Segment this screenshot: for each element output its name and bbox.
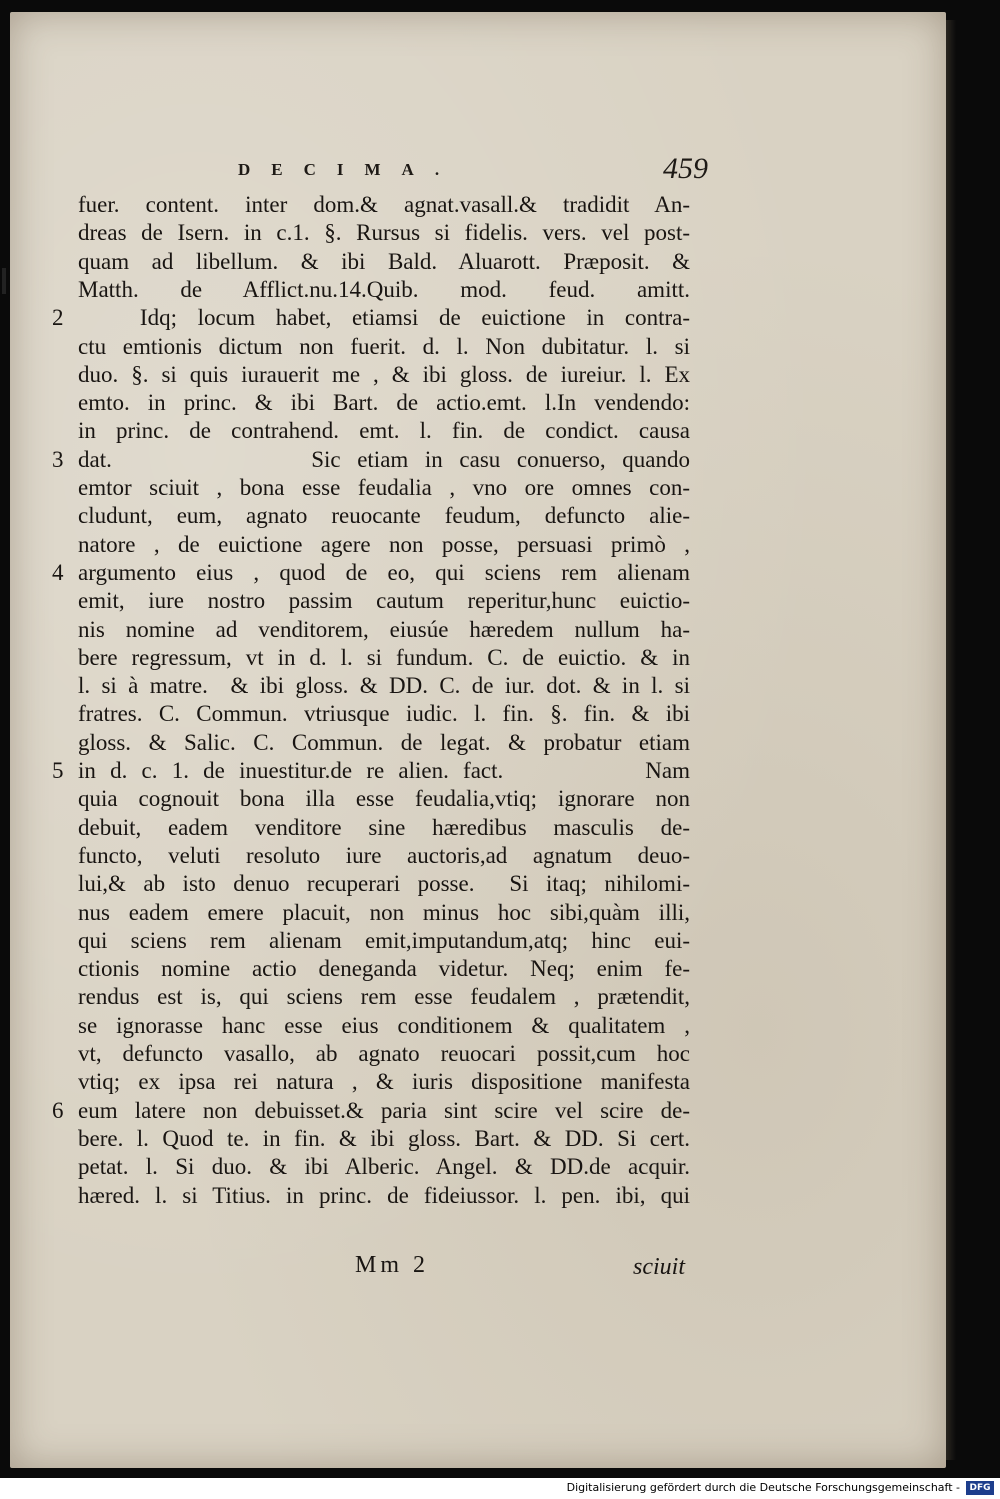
text-line — [78, 699, 690, 729]
footer-bar — [0, 1478, 1000, 1499]
text-line-content: debuit, eadem venditore sine hæredibus masculis de- — [78, 814, 690, 840]
text-line — [52, 558, 690, 588]
text-line-content: cludunt, eum, agnato reuocante feudum, defuncto alie- — [78, 503, 690, 529]
text-line-content: Idq; locum habet, etiamsi de euictione in contra- — [78, 305, 690, 331]
text-line — [78, 586, 690, 616]
text-line — [78, 1011, 690, 1041]
text-line — [78, 416, 690, 446]
text-line-content: vtiq; ex ipsa rei natura , & iuris dispositione manifesta — [78, 1069, 690, 1095]
text-line-content: fratres. C. Commun. vtriusque iudic. l. fin. §. fin. & ibi — [78, 701, 690, 727]
text-line-content: gloss. & Salic. C. Commun. de legat. & probatur etiam — [78, 729, 690, 755]
text-line — [52, 1096, 690, 1126]
catchword: sciuit — [633, 1254, 685, 1280]
text-line-content: dat. Sic etiam in casu conuerso, quando — [78, 446, 690, 472]
text-line-content: duo. §. si quis iurauerit me , & ibi gloss. de iureiur. l. Ex — [78, 361, 690, 387]
margin-note-number: 6 — [52, 1097, 64, 1123]
binding-mark — [2, 268, 6, 294]
text-line-content: functo, veluti resoluto iure auctoris,ad agnatum deuo- — [78, 842, 690, 868]
text-line-content: emit, iure nostro passim cautum reperitur,hunc euictio- — [78, 588, 690, 614]
text-line — [78, 728, 690, 758]
text-line-content: argumento eius , quod de eo, qui sciens rem alienam — [78, 559, 690, 585]
header-title: DECIMA. — [238, 160, 461, 179]
text-line-content: bere. l. Quod te. in fin. & ibi gloss. Bart. & DD. Si cert. — [78, 1125, 690, 1151]
footer-credit: Digitalisierung gefördert durch die Deutsche Forschungsgemeinschaft - — [566, 1481, 960, 1494]
text-line — [78, 1152, 690, 1182]
text-line-content: nis nomine ad venditorem, eiusúe hæredem nullum ha- — [78, 616, 690, 642]
text-line-content: rendus est is, qui sciens rem esse feudalem , prætendit, — [78, 984, 690, 1010]
text-line — [78, 190, 690, 220]
text-line — [78, 247, 690, 277]
text-line — [78, 275, 690, 305]
text-line-content: vt, defuncto vasallo, ab agnato reuocari possit,cum hoc — [78, 1041, 690, 1066]
text-line — [78, 501, 690, 531]
text-line — [78, 671, 690, 701]
text-line — [78, 898, 690, 928]
text-line-content: emto. in princ. & ibi Bart. de actio.emt. l.In vendendo: — [78, 390, 690, 416]
text-line-content: l. si à matre. & ibi gloss. & DD. C. de iur. dot. & in l. si — [78, 673, 690, 699]
text-line-content: lui,& ab isto denuo recuperari posse. Si itaq; nihilomi- — [78, 871, 690, 897]
text-line-content: bere regressum, vt in d. l. si fundum. C. de euictio. & in — [78, 644, 690, 670]
text-line-content: hæred. l. si Titius. in princ. de fideiussor. l. pen. ibi, qui — [78, 1182, 690, 1208]
text-line — [78, 615, 690, 645]
text-line — [78, 388, 690, 418]
text-line-content: nus eadem emere placuit, non minus hoc sibi,quàm illi, — [78, 899, 690, 925]
text-line — [78, 784, 690, 814]
page-number: 459 — [663, 152, 708, 185]
text-line — [78, 360, 690, 390]
text-line — [52, 756, 690, 786]
text-line — [78, 841, 690, 871]
text-line — [78, 869, 690, 899]
text-line — [52, 445, 690, 475]
margin-note-number: 3 — [52, 446, 64, 472]
text-line-content: in d. c. 1. de inuestitur.de re alien. fact. Nam — [78, 758, 690, 783]
signature-mark: Mm 2 — [355, 1252, 430, 1278]
text-line — [78, 1067, 690, 1097]
text-line-content: petat. l. Si duo. & ibi Alberic. Angel. & DD.de acquir. — [78, 1154, 690, 1180]
text-line-content: ctionis nomine actio deneganda videtur. Neq; enim fe- — [78, 956, 690, 982]
text-line — [78, 332, 690, 362]
text-line-content: se ignorasse hanc esse eius conditionem & qualitatem , — [78, 1012, 690, 1038]
text-line — [78, 218, 690, 248]
text-line — [78, 643, 690, 673]
text-line-content: Matth. de Afflict.nu.14.Quib. mod. feud. amitt. — [78, 276, 690, 302]
text-line — [78, 1039, 690, 1069]
book-page — [10, 12, 946, 1468]
text-line-content: in princ. de contrahend. emt. l. fin. de condict. causa — [78, 418, 690, 444]
signature-line — [355, 1252, 685, 1286]
dfg-logo-icon: DFG — [966, 1481, 994, 1495]
text-line-content: ctu emtionis dictum non fuerit. d. l. Non dubitatur. l. si — [78, 333, 690, 359]
text-line-content: quam ad libellum. & ibi Bald. Aluarott. Præposit. & — [78, 248, 690, 274]
text-line-content: dreas de Isern. in c.1. §. Rursus si fidelis. vers. vel post- — [78, 220, 690, 246]
margin-note-number: 2 — [52, 305, 64, 331]
text-line — [78, 473, 690, 503]
page-edge-shadow — [946, 20, 956, 1460]
running-header — [238, 152, 708, 192]
text-line-content: natore , de euictione agere non posse, persuasi primò , — [78, 531, 690, 557]
margin-note-number: 4 — [52, 559, 64, 585]
text-line — [78, 813, 690, 843]
text-line — [78, 982, 690, 1012]
text-line-content: emtor sciuit , bona esse feudalia , vno ore omnes con- — [78, 475, 690, 500]
text-line-content: qui sciens rem alienam emit,imputandum,atq; hinc eui- — [78, 927, 690, 953]
text-line — [78, 1181, 690, 1211]
text-line — [52, 303, 690, 333]
text-line — [78, 530, 690, 560]
text-line — [78, 954, 690, 984]
text-line-content: fuer. content. inter dom.& agnat.vasall.& tradidit An- — [78, 192, 690, 217]
text-line — [78, 1124, 690, 1154]
text-line-content: eum latere non debuisset.& paria sint scire vel scire de- — [78, 1097, 690, 1123]
text-line-content: quia cognouit bona illa esse feudalia,vtiq; ignorare non — [78, 786, 690, 812]
margin-note-number: 5 — [52, 758, 64, 783]
text-line — [78, 926, 690, 956]
